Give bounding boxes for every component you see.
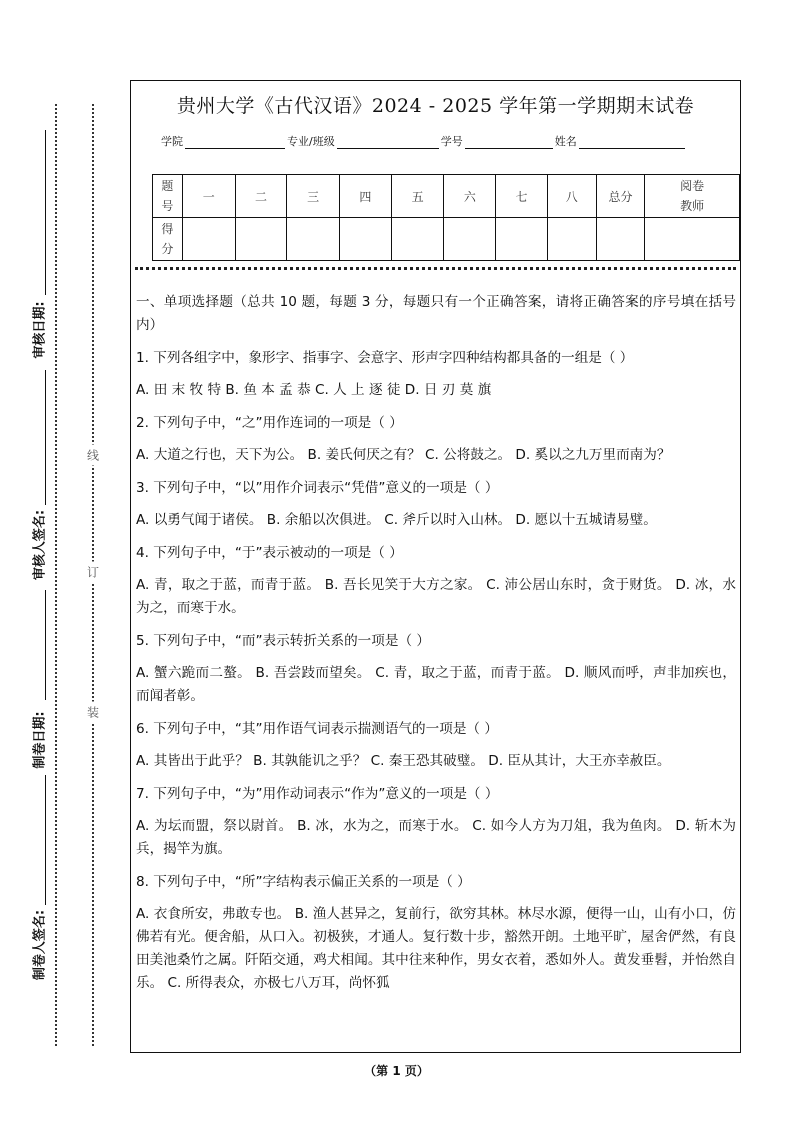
question-options: A. 青，取之于蓝，而青于蓝。 B. 吾长见笑于大方之家。 C. 沛公居山东时，贪于财货。 D. 冰，水为之，而寒于水。 bbox=[136, 577, 736, 616]
score-row-header: 得分 bbox=[161, 222, 174, 256]
student-id-label: 学号 bbox=[440, 135, 463, 148]
question: 2. 下列句子中，“之”用作连词的一项是（ ） bbox=[136, 414, 403, 431]
column-header: 二 bbox=[235, 175, 287, 218]
page-title: 贵州大学《古代汉语》2024 - 2025 学年第一学期期末试卷 bbox=[176, 95, 695, 117]
question-options: A. 田 末 牧 特 B. 鱼 本 孟 恭 C. 人 上 逐 徒 D. 日 刃 莫 旗 bbox=[136, 382, 492, 398]
exam-frame bbox=[130, 80, 741, 1053]
question-options: A. 其皆出于此乎？ B. 其孰能讥之乎？ C. 秦王恐其破璧。 D. 臣从其计，大王亦幸赦臣。 bbox=[136, 753, 671, 769]
dotted-separator bbox=[135, 267, 736, 270]
score-cell[interactable] bbox=[547, 218, 596, 261]
score-cell[interactable] bbox=[391, 218, 444, 261]
score-cell[interactable] bbox=[182, 218, 235, 261]
reviewer-signature-label: 审核人签名: bbox=[32, 509, 48, 581]
question: 6. 下列句子中，“其”用作语气词表示揣测语气的一项是（ ） bbox=[136, 720, 498, 737]
column-header: 总分 bbox=[596, 175, 645, 218]
question: 8. 下列句子中，“所”字结构表示偏正关系的一项是（ ） bbox=[136, 873, 471, 890]
question-number-header: 题号 bbox=[161, 179, 174, 213]
question: 5. 下列句子中，“而”表示转折关系的一项是（ ） bbox=[136, 632, 430, 649]
exam-body bbox=[136, 291, 736, 1005]
score-table bbox=[152, 174, 740, 261]
review-date-label: 审核日期: bbox=[32, 301, 48, 359]
compile-date-label: 制卷日期: bbox=[32, 711, 48, 769]
question: 4. 下列句子中，“于”表示被动的一项是（ ） bbox=[136, 544, 403, 561]
name-field[interactable] bbox=[579, 136, 685, 149]
signature-line bbox=[45, 590, 46, 700]
compiler-signature-label: 制卷人签名: bbox=[32, 909, 48, 981]
grader-header: 阅卷教师 bbox=[680, 179, 705, 213]
question-options: A. 大道之行也，天下为公。 B. 姜氏何厌之有？ C. 公将鼓之。 D. 奚以之九万里而南为？ bbox=[136, 447, 671, 463]
column-header: 一 bbox=[182, 175, 235, 218]
binding-mark-staple: 订 bbox=[87, 562, 99, 583]
section-heading: 一、单项选择题（总共 10 题，每题 3 分，每题只有一个正确答案，请将正确答案的序号填在括号内） bbox=[136, 294, 736, 333]
question-options: A. 为坛而盟，祭以尉首。 B. 冰，水为之，而寒于水。 C. 如今人方为刀俎，我为鱼肉。 D. 斩木为兵，揭竿为旗。 bbox=[136, 818, 736, 857]
score-cell[interactable] bbox=[496, 218, 548, 261]
column-header: 四 bbox=[340, 175, 392, 218]
signature-line bbox=[45, 370, 46, 505]
question-options: A. 以勇气闻于诸侯。 B. 余船以次俱进。 C. 斧斤以时入山林。 D. 愿以十五城请易璧。 bbox=[136, 512, 657, 528]
binding-mark-bind: 装 bbox=[87, 702, 99, 723]
column-header: 六 bbox=[444, 175, 496, 218]
signature-line bbox=[45, 130, 46, 295]
college-field[interactable] bbox=[185, 136, 285, 149]
question-options: A. 蟹六跪而二螯。 B. 吾尝跂而望矣。 C. 青，取之于蓝，而青于蓝。 D. 顺风而呼，声非加疾也，而闻者彰。 bbox=[136, 665, 736, 704]
question: 1. 下列各组字中，象形字、指事字、会意字、形声字四种结构都具备的一组是（ ） bbox=[136, 349, 634, 366]
score-cell[interactable] bbox=[287, 218, 340, 261]
score-cell[interactable] bbox=[340, 218, 392, 261]
binding-dotted-line-outer bbox=[55, 104, 57, 1046]
major-class-field[interactable] bbox=[337, 136, 439, 149]
score-cell[interactable] bbox=[235, 218, 287, 261]
score-cell[interactable] bbox=[645, 218, 740, 261]
student-id-field[interactable] bbox=[465, 136, 553, 149]
score-cell[interactable] bbox=[596, 218, 645, 261]
page-number: （第 1 页） bbox=[364, 1064, 429, 1078]
question: 3. 下列句子中，“以”用作介词表示“凭借”意义的一项是（ ） bbox=[136, 479, 499, 496]
name-label: 姓名 bbox=[554, 135, 577, 148]
question-options: A. 衣食所安，弗敢专也。 B. 渔人甚异之，复前行，欲穷其林。林尽水源，便得一山，山有小口，仿佛若有光。便舍船，从口入。初极狭，才通人。复行数十步，豁然开朗。土地平旷，屋舍俨然，有良田美池桑竹之属。阡陌交通，鸡犬相闻。其中往来种作，男女衣着，悉如外人。黄发垂髫，并怡然自乐。 C. 所得表众，亦极七八万耳，尚怀狐 bbox=[136, 906, 736, 991]
binding-mark-line: 线 bbox=[87, 445, 99, 466]
column-header: 七 bbox=[496, 175, 548, 218]
major-class-label: 专业/班级 bbox=[287, 135, 335, 148]
column-header: 三 bbox=[287, 175, 340, 218]
score-cell[interactable] bbox=[444, 218, 496, 261]
college-label: 学院 bbox=[161, 135, 183, 148]
student-info-fields bbox=[161, 133, 687, 149]
signature-line bbox=[45, 775, 46, 905]
column-header: 八 bbox=[547, 175, 596, 218]
column-header: 五 bbox=[391, 175, 444, 218]
question: 7. 下列句子中，“为”用作动词表示“作为”意义的一项是（ ） bbox=[136, 785, 499, 802]
